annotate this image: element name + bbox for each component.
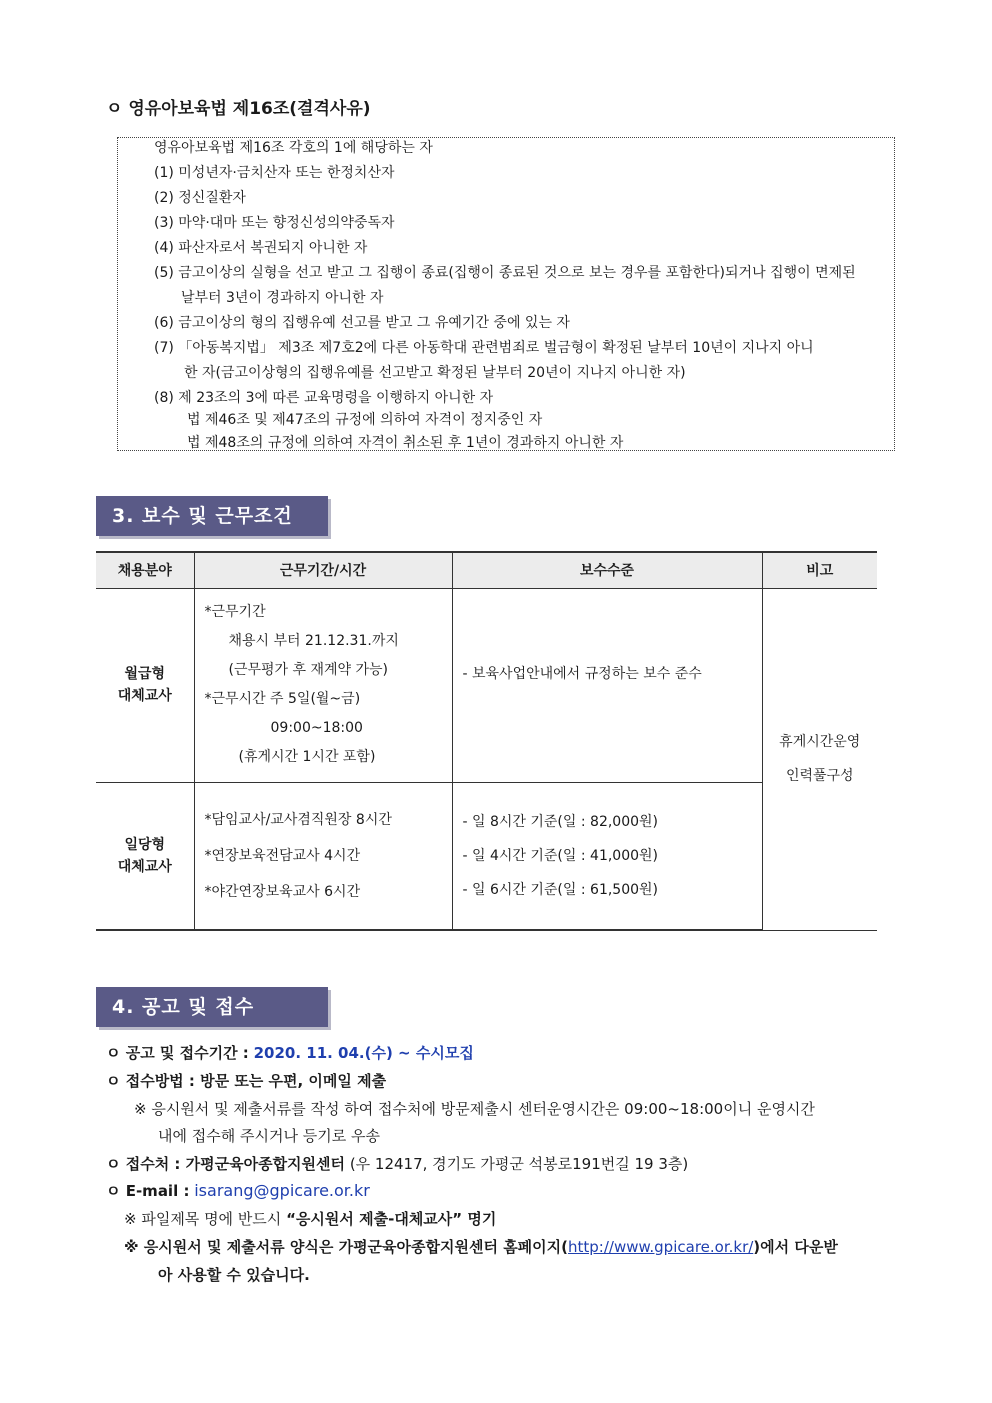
period-daily xyxy=(194,782,452,930)
place-label: ㅇ 접수처 : 가평군육아종합지원센터 xyxy=(106,1155,346,1173)
law-line: (7) 「아동복지법」 제3조 제7호2에 다른 아동학대 관련범죄로 벌금형이 확정된 날부터 10년이 지나지 아니 xyxy=(154,340,814,356)
law-line: 날부터 3년이 경과하지 아니한 자 xyxy=(181,290,384,306)
law-line: 한 자(금고이상형의 집행유예를 선고받고 확정된 날부터 20년이 지나지 아니한 자) xyxy=(184,365,686,381)
note-line: 휴게시간운영 xyxy=(779,734,861,750)
header-pay: 보수수준 xyxy=(452,552,762,588)
email-item xyxy=(106,1180,370,1201)
law-line: 법 제46조 및 제47조의 규정에 의하여 자격이 정지중인 자 xyxy=(187,412,543,428)
method-note-line2: 내에 접수해 주시거나 등기로 우송 xyxy=(158,1127,380,1145)
table-row xyxy=(96,782,877,930)
place-address: (우 12417, 경기도 가평군 석봉로191번길 19 3층) xyxy=(349,1155,689,1173)
file-note-bold: “응시원서 제출-대체교사” 명기 xyxy=(286,1210,497,1228)
law-line: (2) 정신질환자 xyxy=(154,190,246,206)
pay-daily xyxy=(452,782,762,930)
category-daily xyxy=(96,782,194,930)
law-line: 법 제48조의 규정에 의하여 자격이 취소된 후 1년이 경과하지 아니한 자 xyxy=(187,435,624,451)
law-line: (3) 마약·대마 또는 향정신성의약중독자 xyxy=(154,215,395,231)
law-heading: ㅇ 영유아보육법 제16조(결격사유) xyxy=(106,99,371,119)
pay-line: - 일 8시간 기준(일 : 82,000원) xyxy=(462,813,659,830)
place-item xyxy=(106,1153,688,1174)
law-line: 영유아보육법 제16조 각호의 1에 해당하는 자 xyxy=(154,140,433,156)
homepage-link[interactable]: http://www.gpicare.or.kr/ xyxy=(568,1238,754,1256)
period-line: *근무시간 주 5일(월~금) xyxy=(204,691,361,707)
method-note-line1: ※ 응시원서 및 제출서류를 작성 하여 접수처에 방문제출시 센터운영시간은 09:00~18:00이니 운영시간 xyxy=(134,1100,815,1118)
law-line: (1) 미성년자·금치산자 또는 한정치산자 xyxy=(154,165,395,181)
law-box xyxy=(117,137,895,451)
section3-title: 3. 보수 및 근무조건 xyxy=(96,496,328,536)
note-line: 인력풀구성 xyxy=(785,768,854,784)
note-cell xyxy=(762,588,877,930)
header-category: 채용분야 xyxy=(96,552,194,588)
period-line: (휴게시간 1시간 포함) xyxy=(238,749,376,765)
download-prefix: ※ 응시원서 및 제출서류 양식은 가평군육아종합지원센터 홈페이지( xyxy=(124,1238,569,1256)
law-line: (5) 금고이상의 실형을 선고 받고 그 집행이 종료(집행이 종료된 것으로 보는 경우를 포함한다)되거나 집행이 면제된 xyxy=(154,265,856,281)
pay-line: - 일 4시간 기준(일 : 41,000원) xyxy=(462,847,659,864)
category-text: 대체교사 xyxy=(117,858,172,875)
header-note: 비고 xyxy=(762,552,877,588)
category-monthly xyxy=(96,588,194,782)
download-note-line2: 아 사용할 수 있습니다. xyxy=(158,1266,310,1284)
period-line: (근무평가 후 재계약 가능) xyxy=(228,662,389,678)
period-line: *담임교사/교사겸직원장 8시간 xyxy=(204,811,392,828)
period-line: 09:00~18:00 xyxy=(270,720,363,736)
pay-monthly xyxy=(452,588,762,782)
period-item xyxy=(106,1042,474,1063)
pay-table xyxy=(96,551,877,931)
period-monthly xyxy=(194,588,452,782)
period-line: 채용시 부터 21.12.31.까지 xyxy=(228,633,399,649)
period-line: *연장보육전담교사 4시간 xyxy=(204,847,361,864)
download-suffix: )에서 다운받 xyxy=(753,1238,838,1256)
law-line: (4) 파산자로서 복권되지 아니한 자 xyxy=(154,240,368,256)
period-line: *야간연장보육교사 6시간 xyxy=(204,883,361,900)
method-item: ㅇ 접수방법 : 방문 또는 우편, 이메일 제출 xyxy=(106,1072,387,1090)
category-text: 대체교사 xyxy=(117,688,172,704)
period-value: 2020. 11. 04.(수) ~ 수시모집 xyxy=(253,1044,474,1062)
header-period: 근무기간/시간 xyxy=(194,552,452,588)
law-line: (8) 제 23조의 3에 따른 교육명령을 이행하지 아니한 자 xyxy=(154,390,494,406)
category-text: 월급형 xyxy=(124,666,166,682)
pay-line: - 일 6시간 기준(일 : 61,500원) xyxy=(462,881,659,898)
email-label: ㅇ E-mail : xyxy=(106,1182,190,1200)
table-header-row xyxy=(96,552,877,588)
download-note xyxy=(124,1236,838,1257)
email-value[interactable]: isarang@gpicare.or.kr xyxy=(194,1181,370,1200)
law-line: (6) 금고이상의 형의 집행유예 선고를 받고 그 유예기간 중에 있는 자 xyxy=(154,315,570,331)
period-line: *근무기간 xyxy=(204,604,266,620)
category-text: 일당형 xyxy=(124,836,166,853)
file-note-prefix: ※ 파일제목 명에 반드시 xyxy=(124,1210,282,1228)
period-label: ㅇ 공고 및 접수기간 : xyxy=(106,1044,249,1062)
file-note xyxy=(124,1208,496,1229)
section4-title: 4. 공고 및 접수 xyxy=(96,987,328,1027)
pay-line: - 보육사업안내에서 규정하는 보수 준수 xyxy=(462,665,702,682)
table-row xyxy=(96,588,877,782)
